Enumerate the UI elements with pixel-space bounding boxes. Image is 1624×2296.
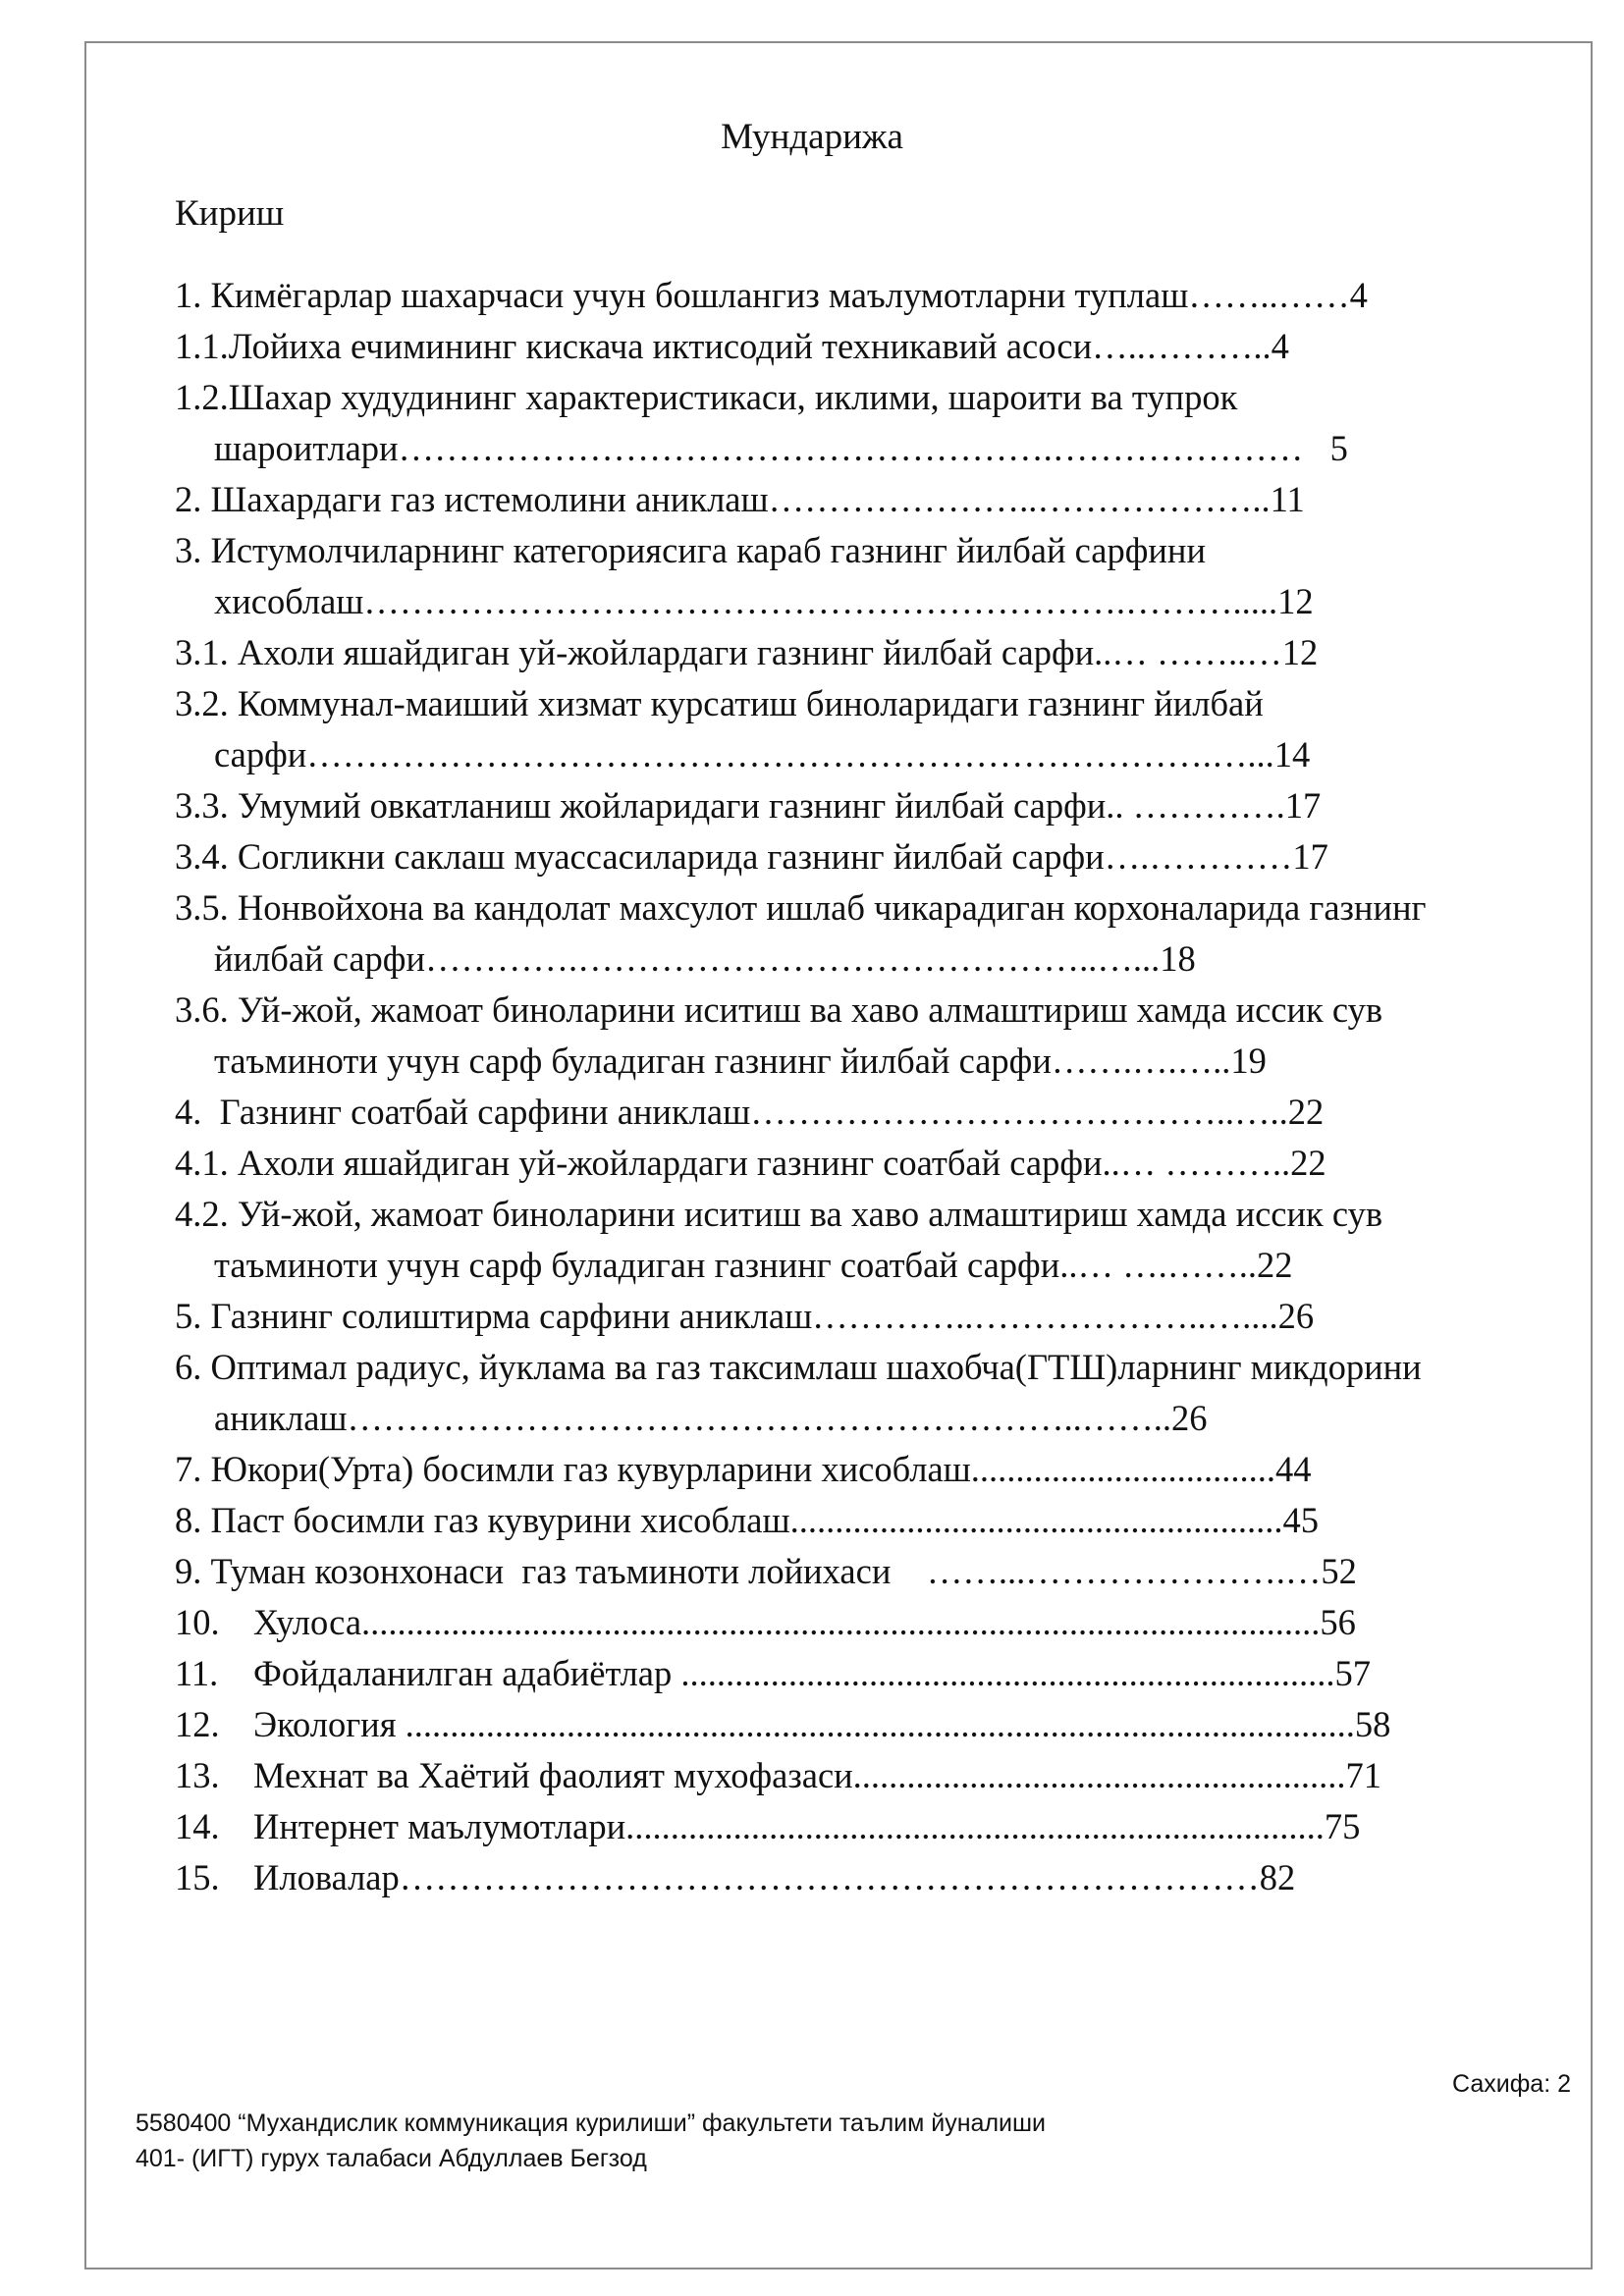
toc-entry-text: Фойдаланилган адабиётлар .........................................................................57 — [253, 1653, 1371, 1693]
toc-entry — [175, 576, 1549, 627]
toc-entry — [175, 270, 1549, 321]
toc-entry — [175, 1393, 1549, 1444]
toc-entry-text: Экология ..........................................................................................................58 — [253, 1704, 1391, 1744]
toc-entry — [175, 1444, 1549, 1495]
toc-entry — [175, 1087, 1549, 1138]
toc-entry-text: 2. Шахардаги газ истемолини аниклаш…………………..………………..11 — [175, 479, 1305, 519]
toc-entry — [175, 729, 1549, 780]
toc-entry-text: 9. Туман козонхонаси газ таъминоти лойихаси ……...………………….…52 — [175, 1551, 1357, 1591]
toc-entry-text: 6. Оптимал радиус, йуклама ва газ таксимлаш шахобча(ГТШ)ларнинг микдорини — [175, 1347, 1422, 1387]
toc-entry — [175, 1240, 1549, 1291]
toc-entry-text: хисоблаш……………………………………………………….……….....12 — [214, 581, 1314, 621]
toc-entry-number: 13. — [175, 1755, 220, 1795]
toc-entry-number: 11. — [175, 1653, 219, 1693]
toc-entry-text: 3.6. Уй-жой, жамоат биноларини иситиш ва хаво алмаштириш хамда иссик сув — [175, 989, 1383, 1030]
toc-intro: Кириш — [175, 193, 285, 234]
toc-entry-text: 1. Кимёгарлар шахарчаси учун бошлангиз маълумотларни туплаш……..……4 — [175, 275, 1368, 315]
table-of-contents — [175, 270, 1549, 1903]
toc-entry — [175, 1648, 1549, 1699]
toc-entry-text: шароитлари……………………………………………….………………… 5 — [214, 428, 1348, 468]
toc-entry-text: 4. Газнинг соатбай сарфини аниклаш…………………………………..…..22 — [175, 1092, 1325, 1132]
toc-entry-text: Хулоса...........................................................................................................56 — [253, 1602, 1356, 1642]
toc-entry — [175, 934, 1549, 985]
toc-entry-text: 8. Паст босимли газ кувурини хисоблаш.......................................................45 — [175, 1500, 1319, 1540]
toc-entry-text: 3.1. Ахоли яшайдиган уй-жойлардаги газнинг йилбай сарфи..… ……..…12 — [175, 632, 1319, 672]
toc-entry — [175, 1495, 1549, 1546]
toc-entry — [175, 1138, 1549, 1189]
toc-entry-text: 4.1. Ахоли яшайдиган уй-жойлардаги газнинг соатбай сарфи..… ………..22 — [175, 1143, 1326, 1183]
toc-entry — [175, 678, 1549, 729]
toc-entry-text: сарфи………………………………………………………………….…...14 — [214, 734, 1311, 774]
toc-entry-number: 15. — [175, 1857, 220, 1897]
toc-entry — [175, 1852, 1549, 1903]
toc-entry — [175, 423, 1549, 474]
toc-entry — [175, 1546, 1549, 1597]
toc-entry-text: 4.2. Уй-жой, жамоат биноларини иситиш ва хаво алмаштириш хамда иссик сув — [175, 1194, 1383, 1234]
toc-entry-text: 3. Истумолчиларнинг категориясига караб газнинг йилбай сарфини — [175, 530, 1206, 570]
toc-entry-text: 1.2.Шахар худудининг характеристикаси, иклими, шароити ва тупрок — [175, 377, 1238, 417]
toc-entry-text: йилбай сарфи………….……………………………………..…...18 — [214, 938, 1196, 979]
toc-entry — [175, 474, 1549, 525]
toc-entry-text: 3.3. Умумий овкатланиш жойларидаги газнинг йилбай сарфи.. ………….17 — [175, 785, 1322, 826]
toc-entry-text: таъминоти учун сарф буладиган газнинг йилбай сарфи…….….…..19 — [214, 1041, 1267, 1081]
page-number: Сахифа: 2 — [1452, 2070, 1571, 2098]
toc-entry — [175, 627, 1549, 678]
toc-entry-text: Иловалар………………………………………………………………82 — [253, 1857, 1296, 1897]
toc-entry — [175, 985, 1549, 1036]
toc-entry — [175, 321, 1549, 372]
toc-entry — [175, 882, 1549, 934]
toc-entry-text: Интернет маълумотлари..............................................................................75 — [253, 1806, 1361, 1846]
toc-entry-text: аниклаш……………………………………………………..……..26 — [214, 1398, 1208, 1438]
footer-line-1: 5580400 “Мухандислик коммуникация курилиши” факультети таълим йуналиши — [135, 2109, 1047, 2137]
toc-entry — [175, 1036, 1549, 1087]
toc-entry — [175, 372, 1549, 423]
toc-entry-number: 12. — [175, 1704, 220, 1744]
toc-entry — [175, 831, 1549, 882]
toc-entry — [175, 525, 1549, 576]
toc-entry — [175, 1750, 1549, 1801]
toc-entry-text: 5. Газнинг солиштирма сарфини аниклаш…………..………………..…....26 — [175, 1296, 1315, 1336]
toc-entry — [175, 1597, 1549, 1648]
toc-entry — [175, 1189, 1549, 1240]
toc-entry — [175, 780, 1549, 831]
toc-entry-text: 3.5. Нонвойхона ва кандолат махсулот ишлаб чикарадиган корхоналарида газнинг — [175, 887, 1427, 928]
toc-entry-number: 14. — [175, 1806, 220, 1846]
toc-entry-text: 1.1.Лойиха ечимининг кискача иктисодий техникавий асоси…..………..4 — [175, 326, 1289, 366]
toc-entry — [175, 1699, 1549, 1750]
toc-entry-text: 3.2. Коммунал-маиший хизмат курсатиш биноларидаги газнинг йилбай — [175, 683, 1264, 723]
toc-entry — [175, 1801, 1549, 1852]
toc-entry — [175, 1291, 1549, 1342]
toc-entry-number: 10. — [175, 1602, 220, 1642]
toc-entry-text: 3.4. Согликни саклаш муассасиларида газнинг йилбай сарфи….…………17 — [175, 836, 1328, 877]
toc-entry-text: таъминоти учун сарф буладиган газнинг соатбай сарфи..… ….……..22 — [214, 1245, 1293, 1285]
toc-entry-text: Мехнат ва Хаётий фаолият мухофазаси.......................................................71 — [253, 1755, 1382, 1795]
footer-line-2: 401- (ИГТ) гурух талабаси Абдуллаев Бегзод — [135, 2145, 647, 2172]
footer — [135, 2106, 1046, 2176]
toc-entry — [175, 1342, 1549, 1393]
toc-entry-text: 7. Юкори(Урта) босимли газ кувурларини хисоблаш..................................44 — [175, 1449, 1312, 1489]
document-title: Мундарижа — [721, 117, 903, 157]
